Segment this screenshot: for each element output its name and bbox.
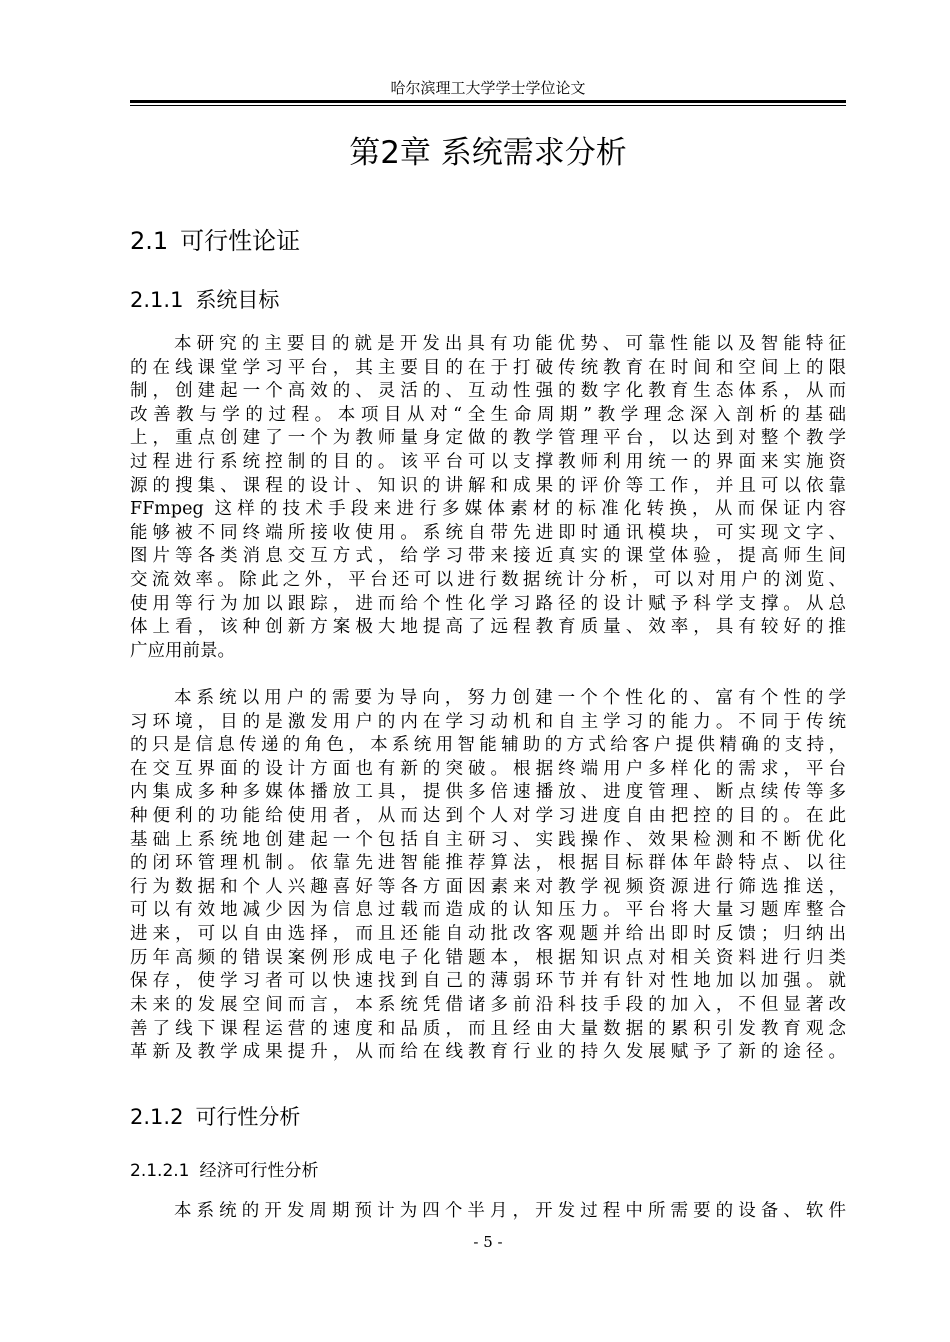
page-number: - 5 - [473,1233,503,1251]
paragraph-line: 过程进行系统控制的目的。该平台可以支撑教师利用统一的界面来实施资 [130,452,846,473]
section-heading-2-1 [130,226,300,256]
section-number: 2.1.2 [130,1105,184,1129]
paragraph-line: 的闭环管理机制。依靠先进智能推荐算法，根据目标群体年龄特点、以往 [130,853,846,874]
paragraph-line: 广应用前景。 [130,640,235,661]
body-paragraph-1 [130,333,846,664]
paragraph-line: 能够被不同终端所接收使用。系统自带先进即时通讯模块，可实现文字、 [130,522,846,543]
header-rule-thin [130,105,846,106]
paragraph-line: 图片等各类消息交互方式，给学习带来接近真实的课堂体验，提高师生间 [130,546,846,567]
section-heading-2-1-2 [130,1103,300,1131]
header-rule-thick [130,100,846,103]
paragraph-line: 革新及教学成果提升，从而给在线教育行业的持久发展赋予了新的途径。 [130,1042,846,1063]
paragraph-line: 善了线下课程运营的速度和品质，而且经由大量数据的累积引发教育观念 [130,1018,846,1039]
paragraph-line: 可以有效地减少因为信息过载而造成的认知压力。平台将大量习题库整合 [130,900,846,921]
body-paragraph-2 [130,687,846,1065]
paragraph-line: 源的搜集、课程的设计、知识的讲解和成果的评价等工作，并且可以依靠 [130,475,846,496]
paragraph-line: 内集成多种多媒体播放工具，提供多倍速播放、进度管理、断点续传等多 [130,782,846,803]
section-title: 经济可行性分析 [199,1161,319,1181]
paragraph-line: 本系统以用户的需要为导向，努力创建一个个性化的、富有个性的学 [174,688,846,708]
paragraph-line: 未来的发展空间而言，本系统凭借诸多前沿科技手段的加入，不但显著改 [130,994,846,1015]
paragraph-line: 保存，使学习者可以快速找到自己的薄弱环节并有针对性地加以加强。就 [130,971,846,992]
section-heading-2-1-2-1 [130,1159,318,1183]
paragraph-line: 交流效率。除此之外，平台还可以进行数据统计分析，可以对用户的浏览、 [130,570,846,591]
paragraph-line: 使用等行为加以跟踪，进而给个性化学习路径的设计赋予科学支撑。从总 [130,593,846,614]
paragraph-line: 种便利的功能给使用者，从而达到个人对学习进度自由把控的目的。在此 [130,806,846,827]
paragraph-line: 本研究的主要目的就是开发出具有功能优势、可靠性能以及智能特征 [174,334,846,354]
paragraph-line: 行为数据和个人兴趣喜好等各方面因素来对教学视频资源进行筛选推送， [130,876,846,897]
section-heading-2-1-1 [130,286,279,314]
section-number: 2.1.1 [130,288,184,312]
body-paragraph-3 [130,1200,846,1224]
section-title: 可行性论证 [180,227,301,255]
section-number: 2.1.2.1 [130,1161,190,1181]
chapter-title: 第2章 系统需求分析 [349,135,627,171]
paragraph-line: 体上看，该种创新方案极大地提高了远程教育质量、效率，具有较好的推 [130,617,846,638]
paragraph-line: 进来，可以自由选择，而且还能自动批改客观题并给出即时反馈；归纳出 [130,924,846,945]
paragraph-line: 基础上系统地创建起一个包括自主研习、实践操作、效果检测和不断优化 [130,829,846,850]
running-header: 哈尔滨理工大学学士学位论文 [390,79,586,97]
section-number: 2.1 [130,227,169,255]
paragraph-line: 制，创建起一个高效的、灵活的、互动性强的数字化教育生态体系，从而 [130,381,846,402]
paragraph-line: FFmpeg 这样的技术手段来进行多媒体素材的标准化转换，从而保证内容 [130,499,846,520]
paragraph-line: 的只是信息传递的角色，本系统用智能辅助的方式给客户提供精确的支持， [130,735,846,756]
paragraph-line: 上，重点创建了一个为教师量身定做的教学管理平台，以达到对整个教学 [130,428,846,449]
section-title: 系统目标 [195,288,280,312]
paragraph-line: 在交互界面的设计方面也有新的突破。根据终端用户多样化的需求，平台 [130,758,846,779]
paragraph-line: 的在线课堂学习平台，其主要目的在于打破传统教育在时间和空间上的限 [130,357,846,378]
paragraph-line: 历年高频的错误案例形成电子化错题本，根据知识点对相关资料进行归类 [130,947,846,968]
paragraph-line: 本系统的开发周期预计为四个半月，开发过程中所需要的设备、软件 [174,1201,846,1221]
section-title: 可行性分析 [195,1105,301,1129]
paragraph-line: 改善教与学的过程。本项目从对“全生命周期”教学理念深入剖析的基础 [130,404,846,425]
paragraph-line: 习环境，目的是激发用户的内在学习动机和自主学习的能力。不同于传统 [130,711,846,732]
